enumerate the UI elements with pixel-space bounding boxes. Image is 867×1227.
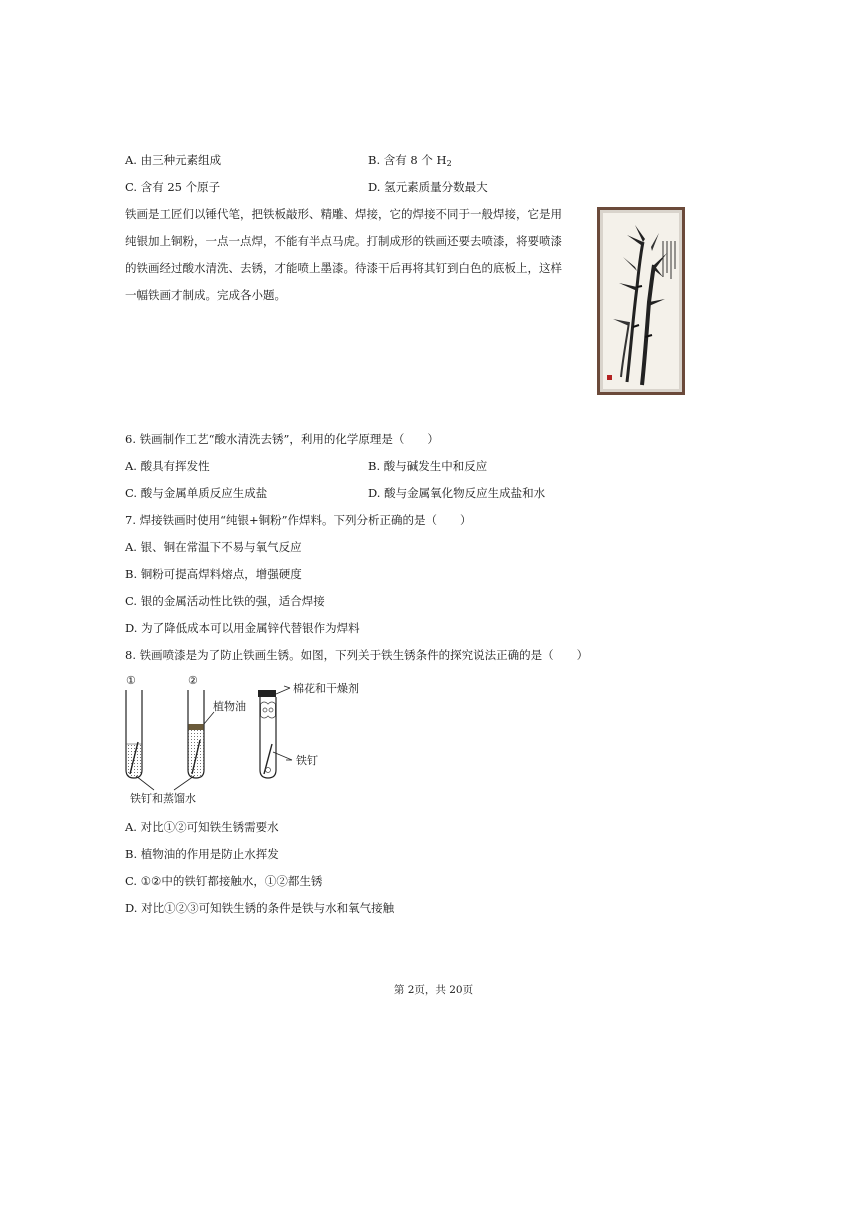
cotton-desiccant-label: 棉花和干燥剂 [293,682,359,695]
q7-option-b: B. 铜粉可提高焊料熔点，增强硬度 [125,567,302,581]
q5-option-b-text: B. 含有 8 个 H [368,153,447,167]
q5-option-b-subscript: 2 [446,159,452,168]
q6-option-b: B. 酸与碱发生中和反应 [368,459,488,473]
rust-experiment-diagram [118,672,378,812]
nail-and-water-label: 铁钉和蒸馏水 [130,792,196,805]
intro-line-1: 铁画是工匠们以锤代笔，把铁板敲形、精雕、焊接，它的焊接不同于一般焊接，它是用 [125,207,562,221]
iron-nail-label: 铁钉 [296,754,318,767]
intro-line-2: 纯银加上铜粉，一点一点焊，不能有半点马虎。打制成形的铁画还要去喷漆，将要喷漆 [125,234,562,248]
q8-stem: 8. 铁画喷漆是为了防止铁画生锈。如图，下列关于铁生锈条件的探究说法正确的是（ ） [125,648,589,662]
q8-option-a: A. 对比①②可知铁生锈需要水 [125,820,279,834]
q6-option-d: D. 酸与金属氧化物反应生成盐和水 [368,486,546,500]
q7-stem: 7. 焊接铁画时使用“纯银+铜粉”作焊料。下列分析正确的是（ ） [125,513,472,527]
q6-stem: 6. 铁画制作工艺“酸水清洗去锈”，利用的化学原理是（ ） [125,432,439,446]
q5-option-c: C. 含有 25 个原子 [125,180,221,194]
q6-option-c: C. 酸与金属单质反应生成盐 [125,486,268,500]
intro-line-3: 的铁画经过酸水清洗、去锈，才能喷上墨漆。待漆干后再将其钉到白色的底板上，这样 [125,261,562,275]
q8-option-b: B. 植物油的作用是防止水挥发 [125,847,279,861]
q7-option-c: C. 银的金属活动性比铁的强，适合焊接 [125,594,325,608]
q8-option-d: D. 对比①②③可知铁生锈的条件是铁与水和氧气接触 [125,901,395,915]
q5-option-b [368,153,452,171]
iron-painting-image [597,207,685,395]
q5-option-a: A. 由三种元素组成 [125,153,222,167]
q8-option-c: C. ①②中的铁钉都接触水，①②都生锈 [125,874,323,888]
page-footer: 第 2页，共 20页 [393,984,474,996]
q5-option-d: D. 氢元素质量分数最大 [368,180,488,194]
intro-line-4: 一幅铁画才制成。完成各小题。 [125,288,286,302]
q7-option-a: A. 银、铜在常温下不易与氧气反应 [125,540,302,554]
q7-option-d: D. 为了降低成本可以用金属锌代替银作为焊料 [125,621,360,635]
vegetable-oil-label: 植物油 [213,700,246,713]
tube-1-label: ① [126,674,136,687]
q6-option-a: A. 酸具有挥发性 [125,459,210,473]
tube-2-label: ② [188,674,198,687]
